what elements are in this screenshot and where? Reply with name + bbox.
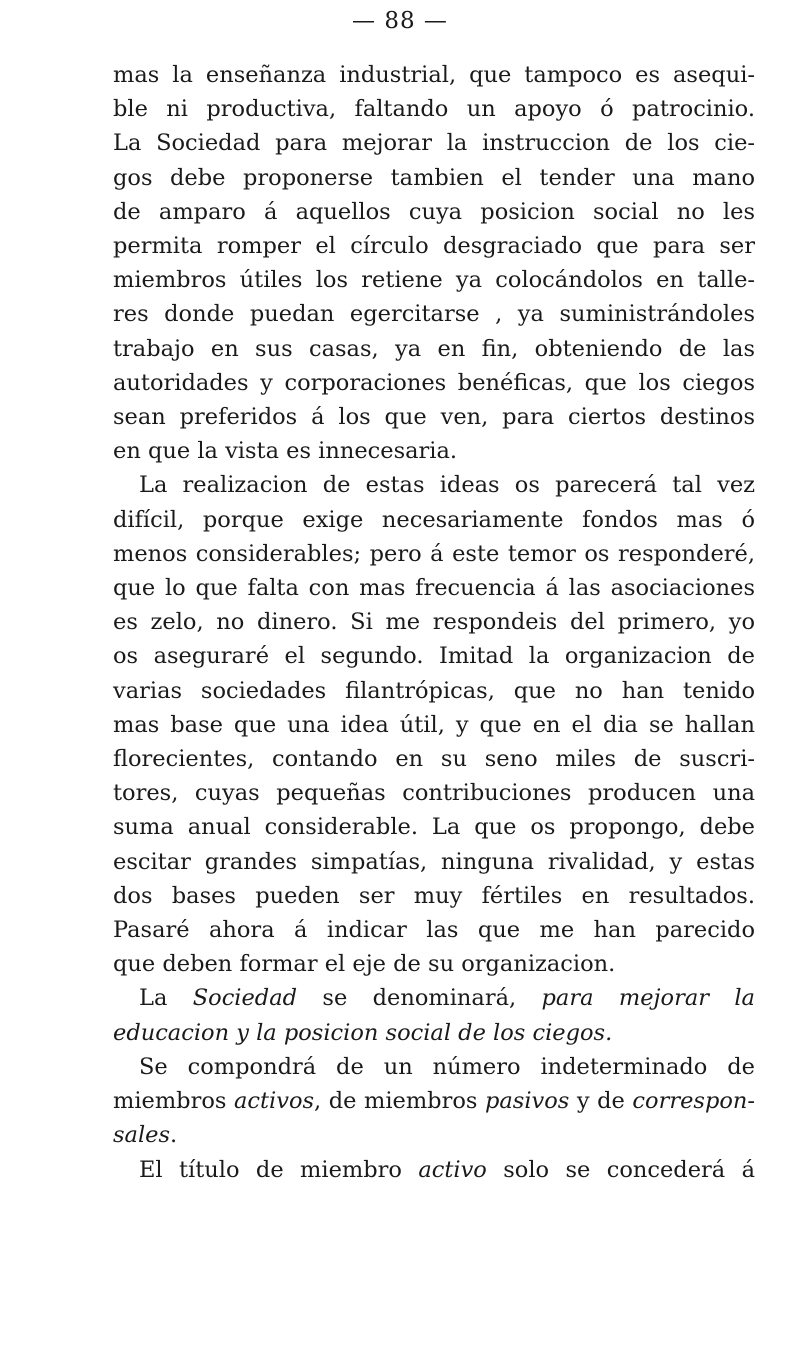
- text-line: escitar grandes simpatías, ninguna rivalidad, y estas: [113, 848, 755, 875]
- text-segment: se denominará,: [297, 985, 542, 1012]
- text-line: permita romper el círculo desgraciado que para ser: [113, 233, 755, 260]
- text-line: os aseguraré el segundo. Imitad la organizacion de: [113, 643, 755, 670]
- text-line: autoridades y corporaciones benéficas, que los ciegos: [113, 369, 755, 396]
- text-line: [113, 1084, 755, 1118]
- text-line: en que la vista es innecesaria.: [113, 438, 458, 465]
- text-line: ble ni productiva, faltando un apoyo ó patrocinio.: [113, 96, 755, 123]
- text-line: mas la enseñanza industrial, que tampoco es asequi-: [113, 62, 755, 88]
- text-segment: solo se concederá á: [486, 1156, 755, 1183]
- text-segment: La: [139, 985, 193, 1012]
- text-line: [113, 1016, 755, 1050]
- text-line: es zelo, no dinero. Si me respondeis del primero, yo: [113, 609, 755, 636]
- text-line: tores, cuyas pequeñas contribuciones producen una: [113, 780, 755, 807]
- italic-segment: sales: [113, 1122, 171, 1149]
- text-line: que lo que falta con mas frecuencia á las asociaciones: [113, 575, 755, 602]
- text-line: difícil, porque exige necesariamente fondos mas ó: [113, 506, 755, 533]
- text-line: La Sociedad para mejorar la instruccion de los cie-: [113, 130, 755, 157]
- text-line: Se compondrá de un número indeterminado de: [139, 1053, 755, 1080]
- text-segment: miembros: [113, 1088, 234, 1115]
- text-line: suma anual considerable. La que os propongo, debe: [113, 814, 755, 841]
- text-line: florecientes, contando en su seno miles de suscri-: [113, 746, 755, 773]
- italic-segment: activo: [418, 1156, 487, 1183]
- text-line: res donde puedan egercitarse , ya suministrándoles: [113, 301, 755, 328]
- text-segment: .: [170, 1122, 178, 1149]
- italic-segment: pasivos: [484, 1088, 570, 1115]
- text-line: [113, 1118, 755, 1152]
- text-line: que deben formar el eje de su organizacion.: [113, 951, 616, 978]
- text-line: [113, 1153, 755, 1187]
- text-line: menos considerables; pero á este temor os responderé,: [113, 540, 755, 567]
- text-segment: El título de miembro: [139, 1156, 419, 1183]
- text-line: varias sociedades filantrópicas, que no han tenido: [113, 677, 755, 704]
- italic-segment: educacion y la posicion social de los ciegos.: [113, 1019, 613, 1046]
- italic-segment: Sociedad: [192, 985, 298, 1012]
- text-line: [113, 981, 755, 1015]
- page-number: — 88 —: [352, 8, 448, 34]
- text-line: dos bases pueden ser muy fértiles en resultados.: [113, 882, 755, 909]
- italic-segment: para mejorar la: [541, 985, 755, 1012]
- text-line: trabajo en sus casas, ya en fin, obteniendo de las: [113, 335, 755, 362]
- text-segment: y de: [569, 1088, 633, 1115]
- text-segment: , de miembros: [314, 1088, 485, 1115]
- text-line: miembros útiles los retiene ya colocándolos en talle-: [113, 267, 755, 294]
- text-line: gos debe proponerse tambien el tender una mano: [113, 164, 755, 191]
- text-line: Pasaré ahora á indicar las que me han parecido: [113, 917, 755, 944]
- text-line: La realizacion de estas ideas os parecerá tal vez: [139, 472, 755, 499]
- text-line: de amparo á aquellos cuya posicion social no les: [113, 198, 755, 225]
- italic-segment: correspon-: [632, 1088, 755, 1115]
- text-line: mas base que una idea útil, y que en el dia se hallan: [113, 711, 755, 738]
- body-text: [113, 58, 755, 1187]
- italic-segment: activos: [233, 1088, 315, 1115]
- text-line: sean preferidos á los que ven, para ciertos destinos: [113, 404, 755, 431]
